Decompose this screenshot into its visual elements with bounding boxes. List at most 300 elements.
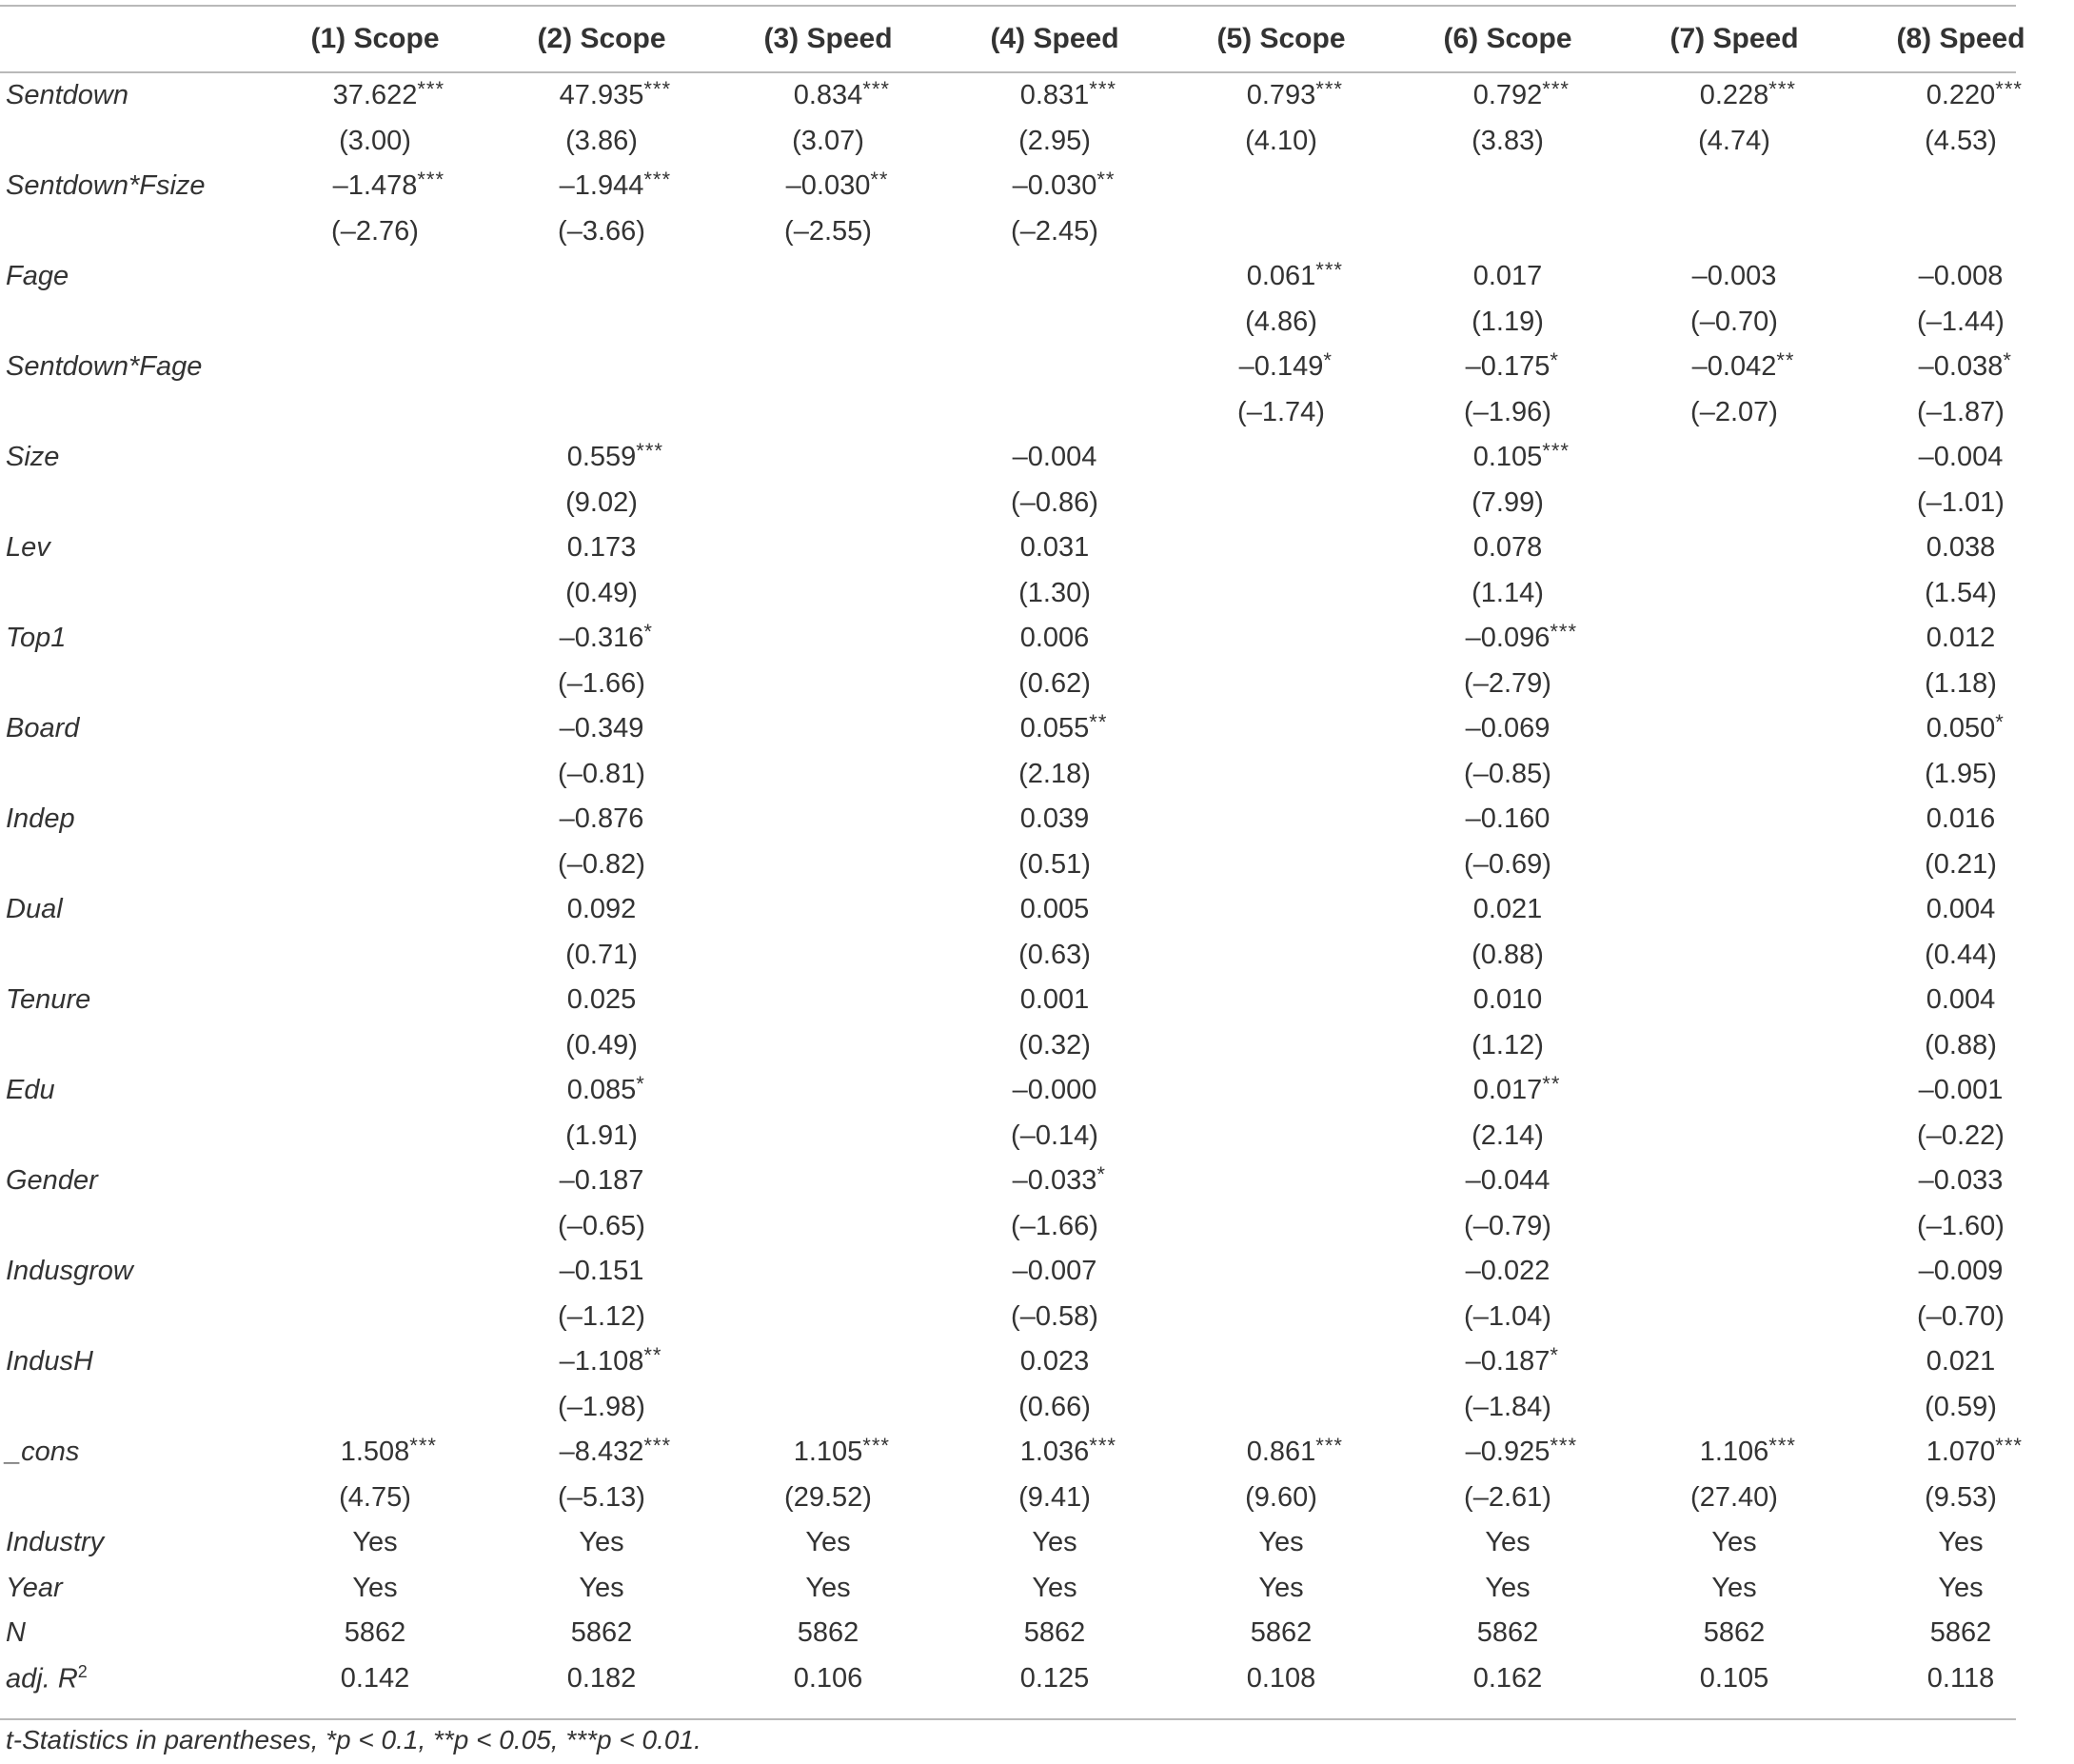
coef-cell — [941, 978, 1168, 1023]
coef-number: 0.834 — [793, 80, 863, 111]
t-stat-row — [0, 1023, 2074, 1069]
coef-cell — [715, 73, 941, 119]
coef-row — [0, 706, 2074, 752]
coef-value — [1019, 77, 1116, 111]
t-stat-cell: (4.53) — [1925, 125, 1997, 156]
coef-cell — [1621, 797, 1847, 842]
t-stat-cell: (–0.70) — [1917, 1300, 2005, 1332]
coef-number: –0.149 — [1238, 351, 1324, 383]
coef-cell — [1168, 254, 1394, 300]
coef-cell — [715, 797, 941, 842]
coef-number: 0.078 — [1472, 532, 1543, 564]
row-label: Industry — [6, 1527, 105, 1558]
t-stat-cell — [262, 300, 488, 346]
significance-stars: *** — [1768, 1434, 1796, 1458]
t-stat-cell — [1168, 933, 1394, 979]
coef-value — [1918, 348, 2012, 383]
coef-cell — [1394, 616, 1621, 662]
coef-cell — [262, 73, 488, 119]
summary-cell: 5862 — [570, 1617, 633, 1649]
t-stat-cell: (–0.86) — [1011, 486, 1098, 518]
summary-cell: Yes — [805, 1572, 851, 1603]
t-stat-cell — [715, 1385, 941, 1431]
coef-number: –0.876 — [559, 803, 644, 835]
t-stat-cell: (0.44) — [1925, 939, 1997, 970]
coef-cell — [1168, 164, 1394, 209]
t-stat-cell — [715, 662, 941, 707]
coef-cell — [1621, 525, 1847, 571]
significance-stars: *** — [417, 168, 445, 192]
coef-cell — [1168, 525, 1394, 571]
coef-number: –0.187 — [1465, 1346, 1551, 1378]
t-stat-cell: (27.40) — [1690, 1481, 1778, 1513]
t-stat-cell: (–1.66) — [558, 667, 645, 699]
coef-value — [1926, 77, 2023, 111]
t-stat-cell: (–1.74) — [1237, 396, 1325, 427]
coef-cell — [1847, 887, 2074, 933]
significance-stars: *** — [643, 1434, 672, 1458]
coef-number: 0.831 — [1019, 80, 1090, 111]
t-stat-cell — [1168, 571, 1394, 617]
coef-value — [1919, 442, 2004, 473]
adj-r2-superscript: 2 — [77, 1661, 88, 1681]
row-label-empty — [0, 662, 262, 707]
coef-value — [1466, 1256, 1551, 1287]
coef-cell — [262, 525, 488, 571]
column-header: (8) Speed — [1896, 22, 2025, 54]
coef-value — [1019, 710, 1108, 744]
t-stat-cell: (2.14) — [1472, 1120, 1544, 1151]
coef-number: –0.316 — [559, 623, 644, 654]
coef-cell — [1847, 73, 2074, 119]
coef-value — [1013, 1075, 1097, 1106]
coef-number: 0.061 — [1246, 261, 1316, 292]
coef-row — [0, 1430, 2074, 1476]
row-label: Gender — [6, 1165, 98, 1197]
coef-value — [1246, 1434, 1343, 1468]
coef-value — [567, 894, 637, 925]
significance-stars: *** — [1995, 1434, 2023, 1458]
t-stat-cell: (–1.98) — [558, 1391, 645, 1422]
coef-cell — [1847, 1068, 2074, 1114]
coef-cell — [1621, 435, 1847, 481]
t-stat-row — [0, 571, 2074, 617]
t-stat-cell: (0.49) — [565, 577, 638, 608]
coef-cell — [1621, 887, 1847, 933]
t-stat-cell — [715, 752, 941, 798]
column-header: (3) Speed — [763, 22, 893, 54]
coef-number: 0.017 — [1472, 1075, 1543, 1106]
t-stat-cell: (–0.82) — [558, 848, 645, 880]
t-stat-cell — [262, 571, 488, 617]
coef-number: 0.001 — [1019, 984, 1090, 1016]
summary-row — [0, 1611, 2074, 1656]
t-stat-cell — [1621, 571, 1847, 617]
t-stat-cell: (9.60) — [1245, 1481, 1317, 1513]
t-stat-cell — [1168, 209, 1394, 255]
coef-number: 0.017 — [1472, 261, 1543, 292]
coef-value — [1013, 1256, 1097, 1287]
column-header: (6) Scope — [1443, 22, 1572, 54]
significance-stars: ** — [870, 168, 889, 192]
coef-cell — [941, 1068, 1168, 1114]
coef-cell — [488, 1249, 715, 1295]
t-stat-cell: (0.59) — [1925, 1391, 1997, 1422]
coef-number: –0.033 — [1012, 1165, 1097, 1197]
t-stat-cell: (–1.66) — [1011, 1210, 1098, 1241]
t-stat-cell: (2.95) — [1018, 125, 1091, 156]
row-label: Edu — [6, 1075, 55, 1106]
coef-value — [1472, 1072, 1561, 1106]
coef-number: –0.096 — [1465, 623, 1551, 654]
summary-cell: 5862 — [1250, 1617, 1313, 1649]
coef-cell — [941, 345, 1168, 390]
t-stat-cell: (1.30) — [1018, 577, 1091, 608]
t-stat-cell: (9.53) — [1925, 1481, 1997, 1513]
coef-number: –0.008 — [1918, 261, 2004, 292]
significance-stars: *** — [1315, 1434, 1343, 1458]
coef-cell — [1168, 1430, 1394, 1476]
coef-row — [0, 164, 2074, 209]
coef-cell — [488, 1430, 715, 1476]
significance-stars: ** — [1089, 710, 1108, 735]
coef-cell — [1168, 1339, 1394, 1385]
coef-number: –1.944 — [559, 170, 644, 202]
column-header: (2) Scope — [537, 22, 666, 54]
coef-cell — [715, 1068, 941, 1114]
coef-cell — [1847, 525, 2074, 571]
coef-value — [1020, 1346, 1090, 1378]
coef-value — [559, 77, 672, 111]
coef-value — [1020, 984, 1090, 1016]
coef-value — [1473, 894, 1543, 925]
t-stat-row — [0, 752, 2074, 798]
t-stat-cell — [1168, 842, 1394, 888]
summary-cell: Yes — [1938, 1572, 1984, 1603]
significance-stars: * — [1550, 348, 1559, 373]
coef-number: 1.106 — [1699, 1437, 1769, 1468]
table-footnote: t-Statistics in parentheses, *p < 0.1, **p < 0.05, ***p < 0.01. — [6, 1725, 701, 1754]
coef-number: –0.000 — [1012, 1075, 1097, 1106]
significance-stars: *** — [1550, 620, 1578, 644]
t-stat-cell: (29.52) — [784, 1481, 872, 1513]
coef-number: 0.021 — [1926, 1346, 1996, 1378]
coef-cell — [941, 254, 1168, 300]
row-label-empty — [0, 390, 262, 436]
coef-cell — [1847, 254, 2074, 300]
coef-cell — [1621, 1249, 1847, 1295]
t-stat-cell — [1168, 1023, 1394, 1069]
significance-stars: *** — [1089, 1434, 1116, 1458]
t-stat-cell — [1621, 1385, 1847, 1431]
t-stat-cell — [1621, 662, 1847, 707]
summary-cell: Yes — [1485, 1527, 1531, 1558]
t-stat-cell — [262, 662, 488, 707]
t-stat-cell — [1168, 1114, 1394, 1159]
coef-number: –0.038 — [1918, 351, 2004, 383]
coef-cell — [715, 616, 941, 662]
coef-value — [1020, 532, 1090, 564]
summary-cell: Yes — [1258, 1527, 1304, 1558]
summary-row — [0, 1566, 2074, 1612]
t-stat-cell — [1621, 842, 1847, 888]
t-stat-row — [0, 1385, 2074, 1431]
coef-value — [1012, 168, 1116, 202]
coef-value — [1472, 439, 1570, 473]
significance-stars: *** — [862, 77, 890, 102]
significance-stars: ** — [1542, 1072, 1561, 1097]
t-stat-cell: (–2.76) — [331, 215, 419, 247]
coef-number: 0.021 — [1472, 894, 1543, 925]
t-stat-row — [0, 1476, 2074, 1521]
t-stat-cell: (3.00) — [339, 125, 411, 156]
column-header: (1) Scope — [310, 22, 440, 54]
coef-value — [785, 168, 889, 202]
t-stat-cell: (0.88) — [1472, 939, 1544, 970]
coef-cell — [1168, 1249, 1394, 1295]
coef-cell — [1168, 706, 1394, 752]
t-stat-cell: (–0.65) — [558, 1210, 645, 1241]
coef-number: 0.038 — [1926, 532, 1996, 564]
t-stat-cell: (3.83) — [1472, 125, 1544, 156]
coef-row — [0, 1339, 2074, 1385]
coef-number: –0.022 — [1465, 1256, 1551, 1287]
coef-cell — [941, 797, 1168, 842]
t-stat-cell — [262, 1295, 488, 1340]
coef-cell — [1168, 797, 1394, 842]
coef-cell — [941, 435, 1168, 481]
t-stat-cell: (–1.12) — [558, 1300, 645, 1332]
significance-stars: ** — [1096, 168, 1116, 192]
coef-cell — [488, 616, 715, 662]
coef-value — [793, 77, 890, 111]
significance-stars: * — [1096, 1162, 1106, 1187]
t-stat-cell — [1168, 1295, 1394, 1340]
t-stat-cell — [715, 571, 941, 617]
coef-cell — [941, 706, 1168, 752]
coef-row — [0, 978, 2074, 1023]
coef-cell — [1394, 525, 1621, 571]
summary-cell: 5862 — [1929, 1617, 1992, 1649]
coef-number: 0.025 — [566, 984, 637, 1016]
coef-value — [1926, 532, 1996, 564]
t-stat-cell: (–0.85) — [1464, 758, 1551, 789]
coef-value — [1012, 1162, 1106, 1197]
coef-value — [560, 1165, 644, 1197]
summary-cell: Yes — [1258, 1572, 1304, 1603]
t-stat-cell: (–3.66) — [558, 215, 645, 247]
significance-stars: ** — [1776, 348, 1795, 373]
coef-cell — [941, 164, 1168, 209]
t-stat-cell — [715, 1114, 941, 1159]
coef-row — [0, 1159, 2074, 1204]
t-stat-cell — [262, 1023, 488, 1069]
significance-stars: ** — [643, 1343, 662, 1368]
coef-cell — [488, 797, 715, 842]
coef-cell — [1394, 797, 1621, 842]
coef-number: 0.105 — [1472, 442, 1543, 473]
t-stat-cell — [1621, 1295, 1847, 1340]
row-label: Lev — [6, 532, 50, 564]
t-stat-cell — [262, 933, 488, 979]
coef-cell — [1394, 978, 1621, 1023]
coef-number: 0.016 — [1926, 803, 1996, 835]
coef-number: 0.092 — [566, 894, 637, 925]
t-stat-cell: (3.07) — [792, 125, 864, 156]
coef-value — [559, 1434, 672, 1468]
coef-value — [1919, 1256, 2004, 1287]
row-label-empty — [0, 1023, 262, 1069]
coef-value — [1473, 261, 1543, 292]
coef-number: 0.050 — [1926, 713, 1996, 744]
t-stat-cell: (1.54) — [1925, 577, 1997, 608]
coef-cell — [488, 1339, 715, 1385]
significance-stars: *** — [636, 439, 663, 464]
t-stat-cell: (4.86) — [1245, 306, 1317, 337]
t-stat-cell: (–5.13) — [558, 1481, 645, 1513]
coef-number: 0.010 — [1472, 984, 1543, 1016]
t-stat-cell — [488, 390, 715, 436]
coef-number: 0.220 — [1926, 80, 1996, 111]
coef-value — [1926, 984, 1996, 1016]
t-stat-cell: (1.12) — [1472, 1029, 1544, 1060]
t-stat-cell: (0.88) — [1925, 1029, 1997, 1060]
coef-cell — [1621, 616, 1847, 662]
summary-cell: Yes — [352, 1527, 398, 1558]
t-stat-cell: (–1.96) — [1464, 396, 1551, 427]
coef-cell — [1394, 706, 1621, 752]
t-stat-cell — [262, 1114, 488, 1159]
coef-cell — [941, 616, 1168, 662]
t-stat-cell — [1168, 662, 1394, 707]
coef-number: 0.004 — [1926, 984, 1996, 1016]
t-stat-row — [0, 300, 2074, 346]
coef-value — [1466, 803, 1551, 835]
t-stat-cell: (0.63) — [1018, 939, 1091, 970]
t-stat-cell — [1621, 933, 1847, 979]
coef-cell — [715, 435, 941, 481]
coef-number: –0.044 — [1465, 1165, 1551, 1197]
coef-cell — [262, 887, 488, 933]
significance-stars: *** — [1768, 77, 1796, 102]
significance-stars: *** — [1550, 1434, 1578, 1458]
significance-stars: *** — [1315, 258, 1343, 283]
coef-cell — [1847, 706, 2074, 752]
row-label: N — [6, 1617, 26, 1649]
t-stat-cell: (0.66) — [1018, 1391, 1091, 1422]
coef-value — [1020, 894, 1090, 925]
coef-number: 0.005 — [1019, 894, 1090, 925]
coef-cell — [1168, 978, 1394, 1023]
coef-row — [0, 797, 2074, 842]
header-blank — [0, 6, 262, 71]
coef-number: 1.105 — [793, 1437, 863, 1468]
coef-value — [1246, 258, 1343, 292]
t-stat-cell: (1.19) — [1472, 306, 1544, 337]
coef-value — [567, 984, 637, 1016]
t-stat-cell: (7.99) — [1472, 486, 1544, 518]
summary-cell: Yes — [1485, 1572, 1531, 1603]
row-label: Sentdown — [6, 80, 128, 111]
t-stat-cell — [715, 481, 941, 526]
row-label — [0, 1656, 262, 1702]
t-stat-row — [0, 481, 2074, 526]
coef-value — [1926, 803, 1996, 835]
t-stat-cell — [715, 933, 941, 979]
coef-value — [1691, 348, 1795, 383]
adj-r2-label: adj. R — [6, 1663, 78, 1695]
t-stat-cell: (9.02) — [565, 486, 638, 518]
coef-cell — [1621, 1430, 1847, 1476]
coef-cell — [1394, 164, 1621, 209]
t-stat-cell: (–2.45) — [1011, 215, 1098, 247]
coef-row — [0, 616, 2074, 662]
t-stat-row — [0, 933, 2074, 979]
coef-cell — [941, 525, 1168, 571]
t-stat-cell: (1.95) — [1925, 758, 1997, 789]
coef-cell — [488, 706, 715, 752]
t-stat-cell — [262, 752, 488, 798]
summary-cell: Yes — [579, 1527, 624, 1558]
significance-stars: * — [2003, 348, 2012, 373]
coef-value — [1926, 894, 1996, 925]
coef-number: 0.004 — [1926, 894, 1996, 925]
coef-value — [793, 1434, 890, 1468]
t-stat-cell: (–1.44) — [1917, 306, 2005, 337]
bottom-rule — [0, 1718, 2016, 1720]
coef-cell — [1394, 345, 1621, 390]
t-stat-cell: (0.49) — [565, 1029, 638, 1060]
coef-value — [1692, 261, 1777, 292]
coef-number: –0.925 — [1465, 1437, 1551, 1468]
table-body — [0, 73, 2074, 1701]
coef-row — [0, 73, 2074, 119]
coef-cell — [715, 525, 941, 571]
t-stat-cell: (–0.81) — [558, 758, 645, 789]
coef-number: 0.792 — [1472, 80, 1543, 111]
coef-value — [559, 168, 672, 202]
significance-stars: * — [1323, 348, 1333, 373]
summary-cell: Yes — [1032, 1527, 1077, 1558]
coef-cell — [1847, 616, 2074, 662]
coef-cell — [1847, 1339, 2074, 1385]
row-label: Fage — [6, 261, 69, 292]
t-stat-cell: (2.18) — [1018, 758, 1091, 789]
coef-cell — [715, 1249, 941, 1295]
coef-number: –0.175 — [1465, 351, 1551, 383]
coef-cell — [1847, 797, 2074, 842]
coef-cell — [262, 616, 488, 662]
coef-cell — [1847, 1159, 2074, 1204]
coef-cell — [1168, 616, 1394, 662]
t-stat-cell — [1621, 209, 1847, 255]
summary-cell: Yes — [352, 1572, 398, 1603]
coef-value — [1926, 1434, 2023, 1468]
t-stat-cell: (4.75) — [339, 1481, 411, 1513]
t-stat-cell — [1621, 752, 1847, 798]
t-stat-cell: (–0.58) — [1011, 1300, 1098, 1332]
coef-cell — [1168, 73, 1394, 119]
adj-r2-cell: 0.162 — [1472, 1662, 1543, 1694]
coef-value — [1238, 348, 1333, 383]
coef-value — [332, 168, 445, 202]
t-stat-cell — [1621, 1204, 1847, 1250]
t-stat-cell — [715, 1204, 941, 1250]
coef-value — [1466, 713, 1551, 744]
coef-cell — [941, 1249, 1168, 1295]
row-label-empty — [0, 571, 262, 617]
coef-cell — [1168, 1068, 1394, 1114]
